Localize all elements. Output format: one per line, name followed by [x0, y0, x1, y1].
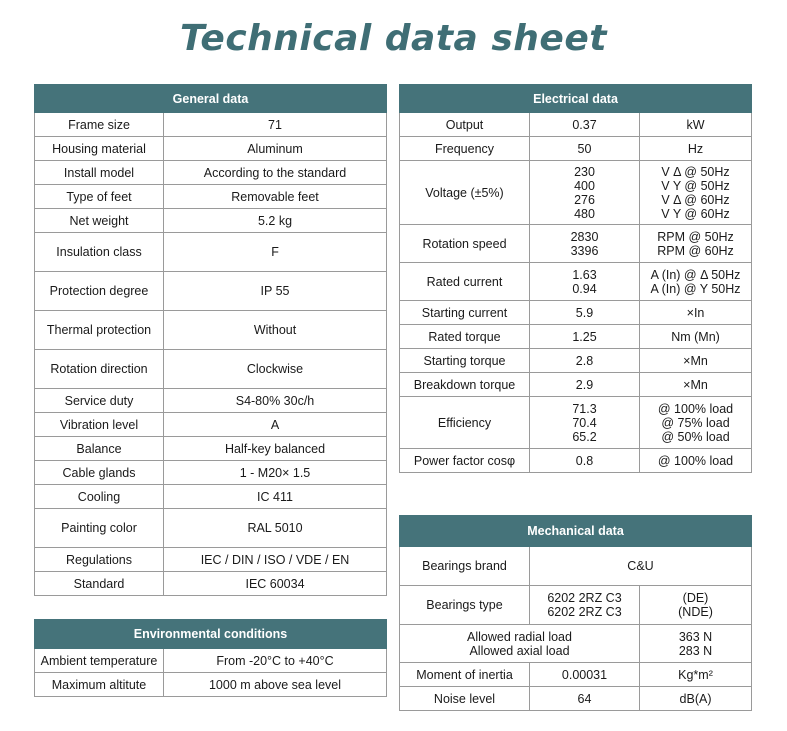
row-label: Standard — [35, 572, 164, 596]
row-value: 2.8 — [530, 349, 640, 373]
row-value: 1.63 0.94 — [530, 263, 640, 301]
row-label: Frequency — [400, 137, 530, 161]
table-row — [400, 687, 752, 711]
row-label: Cooling — [35, 485, 164, 509]
row-unit: ×In — [640, 301, 752, 325]
noise-unit: dB(A) — [640, 687, 752, 711]
noise-label: Noise level — [400, 687, 530, 711]
row-label: Housing material — [35, 137, 164, 161]
table-row — [35, 137, 387, 161]
table-row — [400, 586, 752, 625]
row-unit: kW — [640, 113, 752, 137]
environmental-table — [34, 619, 387, 697]
bearings-type-value: 6202 2RZ C3 6202 2RZ C3 — [530, 586, 640, 625]
row-unit: Nm (Mn) — [640, 325, 752, 349]
row-label: Install model — [35, 161, 164, 185]
row-label: Insulation class — [35, 233, 164, 272]
row-label: Maximum altitute — [35, 673, 164, 697]
row-value: A — [164, 413, 387, 437]
row-label: Frame size — [35, 113, 164, 137]
row-unit: RPM @ 50Hz RPM @ 60Hz — [640, 225, 752, 263]
inertia-value: 0.00031 — [530, 663, 640, 687]
row-label: Regulations — [35, 548, 164, 572]
table-row — [35, 548, 387, 572]
row-label: Rated current — [400, 263, 530, 301]
row-label: Protection degree — [35, 272, 164, 311]
table-row — [35, 272, 387, 311]
general-data-table — [34, 84, 387, 596]
noise-value: 64 — [530, 687, 640, 711]
page-title: Technical data sheet — [180, 18, 607, 59]
row-unit: Hz — [640, 137, 752, 161]
row-unit: ×Mn — [640, 349, 752, 373]
row-value: 1.25 — [530, 325, 640, 349]
row-label: Service duty — [35, 389, 164, 413]
table-row — [400, 625, 752, 663]
row-value: 2.9 — [530, 373, 640, 397]
row-label: Cable glands — [35, 461, 164, 485]
row-value: RAL 5010 — [164, 509, 387, 548]
row-value: Removable feet — [164, 185, 387, 209]
table-row — [35, 185, 387, 209]
mechanical-data-header: Mechanical data — [400, 516, 752, 547]
table-row — [400, 325, 752, 349]
environmental-header: Environmental conditions — [35, 620, 387, 649]
row-label: Power factor cosφ — [400, 449, 530, 473]
general-data-header: General data — [35, 85, 387, 113]
row-value: From -20°C to +40°C — [164, 649, 387, 673]
row-value: 5.2 kg — [164, 209, 387, 233]
row-label: Vibration level — [35, 413, 164, 437]
row-value: IEC 60034 — [164, 572, 387, 596]
row-label: Rated torque — [400, 325, 530, 349]
row-value: Half-key balanced — [164, 437, 387, 461]
electrical-data-table — [399, 84, 752, 473]
row-value: S4-80% 30c/h — [164, 389, 387, 413]
row-value: 0.8 — [530, 449, 640, 473]
allowed-loads-value: 363 N 283 N — [640, 625, 752, 663]
table-row — [400, 161, 752, 225]
table-row — [35, 437, 387, 461]
table-row — [35, 161, 387, 185]
row-value: Without — [164, 311, 387, 350]
row-value: 50 — [530, 137, 640, 161]
row-value: 71.3 70.4 65.2 — [530, 397, 640, 449]
table-row — [35, 233, 387, 272]
row-unit: A (In) @ Δ 50Hz A (In) @ Y 50Hz — [640, 263, 752, 301]
row-value: According to the standard — [164, 161, 387, 185]
allowed-loads-label: Allowed radial load Allowed axial load — [400, 625, 640, 663]
mechanical-data-table — [399, 515, 752, 711]
row-value: 71 — [164, 113, 387, 137]
row-value: 0.37 — [530, 113, 640, 137]
table-row — [400, 263, 752, 301]
row-label: Rotation direction — [35, 350, 164, 389]
row-unit: @ 100% load @ 75% load @ 50% load — [640, 397, 752, 449]
table-row — [35, 572, 387, 596]
table-row — [400, 397, 752, 449]
table-row — [400, 137, 752, 161]
row-unit: V Δ @ 50Hz V Y @ 50Hz V Δ @ 60Hz V Y @ 60Hz — [640, 161, 752, 225]
row-label: Thermal protection — [35, 311, 164, 350]
table-row — [400, 225, 752, 263]
row-label: Ambient temperature — [35, 649, 164, 673]
table-row — [35, 209, 387, 233]
table-row — [35, 413, 387, 437]
table-row — [400, 449, 752, 473]
table-row — [35, 509, 387, 548]
row-label: Voltage (±5%) — [400, 161, 530, 225]
row-label: Balance — [35, 437, 164, 461]
row-value: F — [164, 233, 387, 272]
row-value: 1 - M20× 1.5 — [164, 461, 387, 485]
row-label: Efficiency — [400, 397, 530, 449]
row-value: IEC / DIN / ISO / VDE / EN — [164, 548, 387, 572]
row-label: Painting color — [35, 509, 164, 548]
row-label: Net weight — [35, 209, 164, 233]
bearings-type-label: Bearings type — [400, 586, 530, 625]
row-label: Breakdown torque — [400, 373, 530, 397]
table-row — [35, 673, 387, 697]
table-row — [35, 350, 387, 389]
table-row — [35, 311, 387, 350]
row-value: IP 55 — [164, 272, 387, 311]
row-value: IC 411 — [164, 485, 387, 509]
table-row — [35, 461, 387, 485]
row-label: Type of feet — [35, 185, 164, 209]
table-row — [35, 113, 387, 137]
table-row — [35, 649, 387, 673]
row-label: Starting torque — [400, 349, 530, 373]
row-value: 230 400 276 480 — [530, 161, 640, 225]
table-row — [400, 349, 752, 373]
bearings-type-unit: (DE) (NDE) — [640, 586, 752, 625]
row-value: Clockwise — [164, 350, 387, 389]
row-label: Output — [400, 113, 530, 137]
inertia-label: Moment of inertia — [400, 663, 530, 687]
row-label: Starting current — [400, 301, 530, 325]
row-value: Aluminum — [164, 137, 387, 161]
electrical-data-header: Electrical data — [400, 85, 752, 113]
row-value: 2830 3396 — [530, 225, 640, 263]
row-unit: @ 100% load — [640, 449, 752, 473]
row-label: Rotation speed — [400, 225, 530, 263]
table-row — [400, 301, 752, 325]
table-row — [35, 389, 387, 413]
table-row — [400, 113, 752, 137]
table-row — [35, 485, 387, 509]
table-row — [400, 373, 752, 397]
bearings-brand-label: Bearings brand — [400, 547, 530, 586]
row-unit: ×Mn — [640, 373, 752, 397]
bearings-brand-value: C&U — [530, 547, 752, 586]
table-row — [400, 547, 752, 586]
row-value: 5.9 — [530, 301, 640, 325]
row-value: 1000 m above sea level — [164, 673, 387, 697]
table-row — [400, 663, 752, 687]
inertia-unit: Kg*m² — [640, 663, 752, 687]
